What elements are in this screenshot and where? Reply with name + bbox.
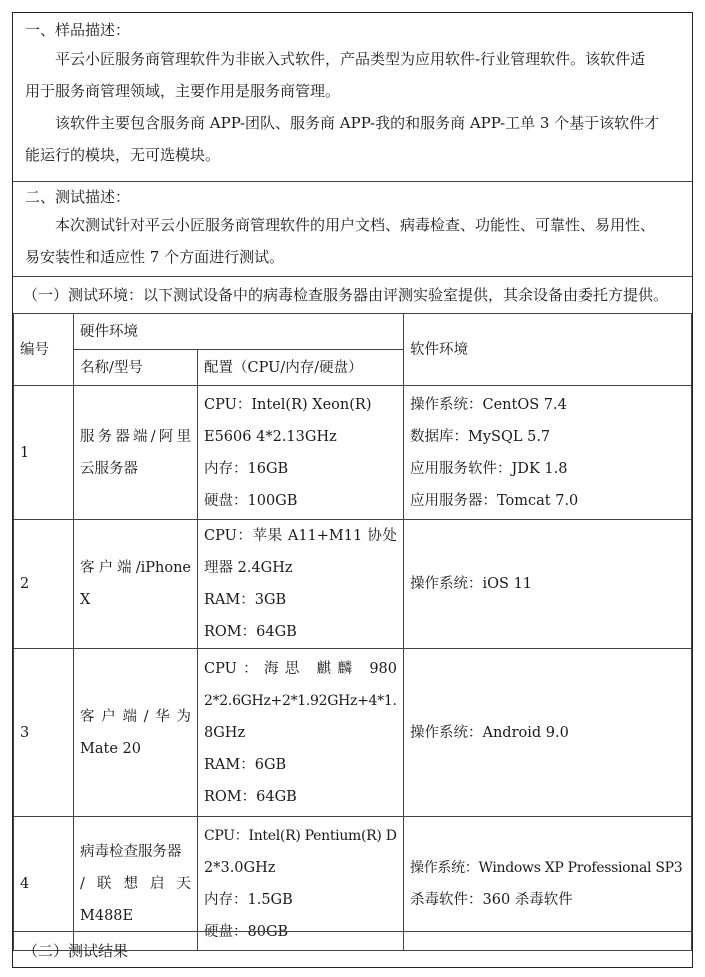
row-software [404, 520, 692, 649]
name-line: /联想启天 [80, 875, 191, 892]
software-line: 应用服务软件：JDK 1.8 [410, 460, 568, 477]
config-line: 硬盘：100GB [204, 492, 298, 509]
config-line: ROM：64GB [204, 624, 297, 640]
row-no: 2 [14, 520, 74, 649]
row-config [198, 520, 404, 649]
config-line: E5606 4*2.13GHz [204, 428, 337, 445]
row-name [74, 520, 198, 649]
name-line: 病毒检查服务器 [80, 843, 182, 860]
software-line: 杀毒软件：360 杀毒软件 [410, 891, 573, 908]
config-line: ROM：64GB [204, 788, 297, 805]
name-line: 服务器端/阿里 [80, 428, 191, 445]
section-test-heading: 二、测试描述： [25, 188, 131, 206]
name-line: 云服务器 [80, 460, 138, 477]
col-name-header: 名称/型号 [74, 350, 198, 386]
software-line: 操作系统：CentOS 7.4 [410, 396, 567, 413]
section-sample-heading: 一、样品描述： [25, 21, 131, 39]
software-line: 操作系统：iOS 11 [410, 576, 533, 592]
config-line: CPU：苹果 A11+M11 协处 [204, 528, 397, 544]
test-para-line1: 本次测试针对平云小匠服务商管理软件的用户文档、病毒检查、功能性、可靠性、易用性、 [55, 216, 656, 234]
col-sw-header: 软件环境 [404, 314, 692, 386]
config-line: 内存：16GB [204, 460, 289, 477]
test-para-line2: 易安装性和适应性 7 个方面进行测试。 [25, 248, 285, 266]
name-line: M488E [80, 907, 134, 924]
config-line: 内存：1.5GB [204, 891, 293, 908]
sample-para1-line2: 用于服务商管理领域，主要作用是服务商管理。 [25, 82, 341, 100]
row-no: 1 [14, 386, 74, 520]
software-line: 操作系统：Android 9.0 [410, 724, 569, 741]
section-sample [13, 13, 692, 182]
env-heading-row [13, 276, 692, 313]
software-line: 操作系统：Windows XP Professional SP3 [410, 859, 683, 876]
name-line: 客户端/华为 [80, 708, 191, 725]
config-line: 8GHz [204, 724, 246, 741]
result-heading-row [13, 931, 692, 968]
config-line: CPU：Intel(R) Pentium(R) D [204, 827, 397, 844]
config-line: RAM：3GB [204, 592, 287, 608]
config-line: CPU：Intel(R) Xeon(R) [204, 396, 372, 413]
report-frame [12, 12, 693, 968]
name-line: Mate 20 [80, 740, 141, 757]
row-config [198, 386, 404, 520]
row-software [404, 649, 692, 817]
row-no: 4 [14, 817, 74, 951]
config-line: RAM：6GB [204, 756, 287, 773]
result-heading: （二）测试结果 [23, 942, 129, 960]
table-row [14, 386, 692, 520]
sample-para2-line2: 能运行的模块，无可选模块。 [25, 146, 221, 164]
software-line: 应用服务器：Tomcat 7.0 [410, 492, 579, 509]
config-line: 硬盘：80GB [204, 923, 289, 940]
config-line: CPU：海思 麒麟 980 [204, 660, 397, 677]
table-row [14, 649, 692, 817]
col-hw-header: 硬件环境 [74, 314, 404, 350]
table-row [14, 520, 692, 649]
section-test-text [25, 209, 682, 273]
table-header-row [14, 314, 692, 350]
section-test-desc [13, 181, 692, 277]
col-no-header: 编号 [14, 314, 74, 386]
sample-para2-line1: 该软件主要包含服务商 APP-团队、服务商 APP-我的和服务商 APP-工单 3 个基于该软件才 [55, 114, 660, 132]
row-config [198, 649, 404, 817]
section-sample-text [25, 43, 682, 171]
row-name [74, 386, 198, 520]
row-name [74, 649, 198, 817]
env-table [13, 313, 692, 951]
row-software [404, 386, 692, 520]
config-line: 2*3.0GHz [204, 859, 276, 876]
sample-para1-line1: 平云小匠服务商管理软件为非嵌入式软件，产品类型为应用软件-行业管理软件。该软件适 [55, 50, 646, 68]
software-line: 数据库：MySQL 5.7 [410, 428, 551, 445]
config-line: 理器 2.4GHz [204, 560, 293, 576]
col-config-header: 配置（CPU/内存/硬盘） [198, 350, 404, 386]
name-line: 客户端/iPhone [80, 560, 191, 576]
row-no: 3 [14, 649, 74, 817]
name-line: X [80, 592, 91, 608]
env-heading: （一）测试环境：以下测试设备中的病毒检查服务器由评测实验室提供，其余设备由委托方提供。 [23, 286, 669, 304]
config-line: 2*2.6GHz+2*1.92GHz+4*1. [204, 692, 397, 709]
